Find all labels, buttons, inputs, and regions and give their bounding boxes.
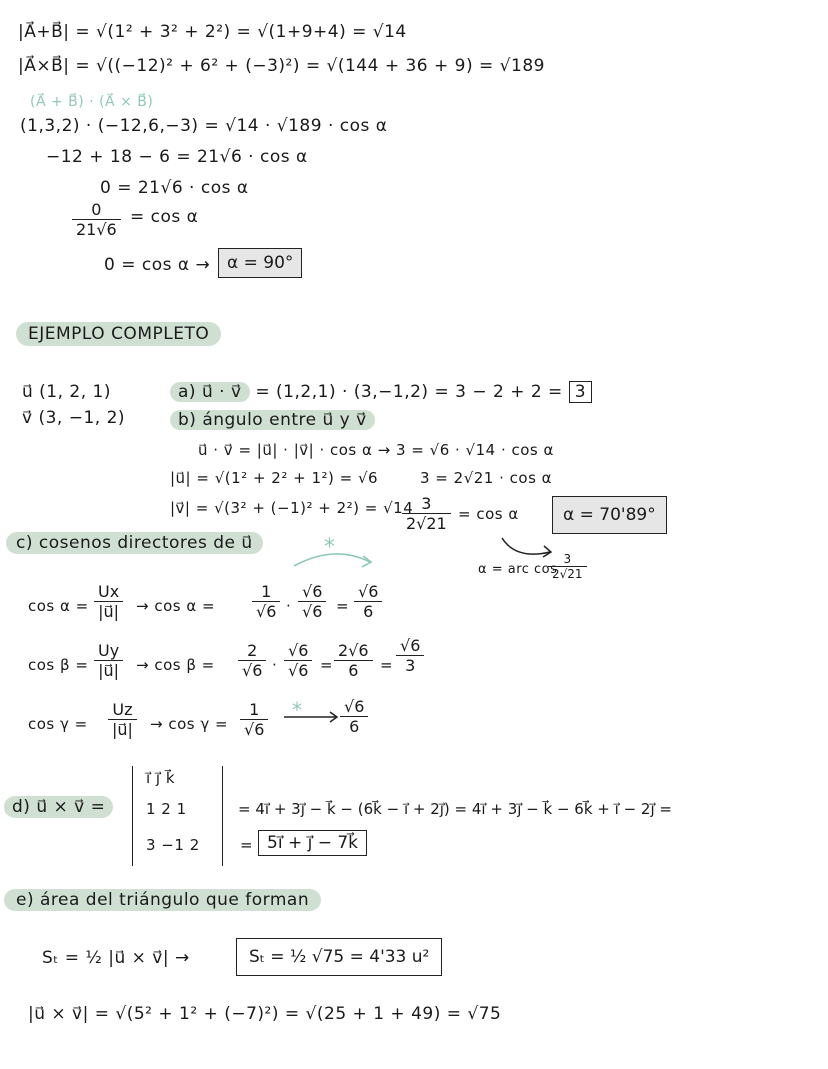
arc-cos-num: 3 [548,552,587,567]
dot-product-line: (1,3,2) · (−12,6,−3) = √14 · √189 · cos α [20,116,388,136]
cos-beta-f2-num: √6 [284,641,312,661]
cross-product-result-box: 5i⃗ + j⃗ − 7k⃗ [258,830,367,856]
cos-beta-dot: · [272,656,278,674]
cos-beta-def-den: |u⃗| [98,661,120,680]
part-b-mod-u: |u⃗| = √(1² + 2² + 1²) = √6 [170,469,379,487]
cos-beta-eq1: = [320,656,334,674]
part-b-fraction-rhs: = cos α [458,505,519,523]
part-b-simplified: 3 = 2√21 · cos α [420,469,553,487]
cos-alpha-f2 [298,582,326,621]
cos-gamma-f1-num: 1 [240,700,268,720]
cos-alpha-def-num: Ux [94,582,123,602]
cos-alpha-result-num: √6 [354,582,382,602]
cos-alpha-f1 [252,582,280,621]
part-e-label: e) área del triángulo que forman [4,889,321,911]
vector-v: v⃗ (3, −1, 2) [22,408,126,428]
vector-u: u⃗ (1, 2, 1) [22,382,112,402]
cos-beta-f1-num: 2 [238,641,266,661]
cos-beta-r2-num: √6 [396,636,424,656]
cos-gamma-def-den: |u⃗| [112,720,133,739]
cos-beta-f1 [238,641,266,680]
cos-beta-r1-num: 2√6 [334,641,373,661]
area-formula: Sₜ = ½ |u⃗ × v⃗| → [42,948,190,968]
determinant-row-1: i⃗ j⃗ k⃗ [146,769,176,787]
dot-product-simplify: −12 + 18 − 6 = 21√6 · cos α [46,147,308,167]
arc-cos-label: α = arc cos [478,562,558,577]
cos-alpha-result-den: 6 [363,602,374,621]
cos-beta-r2-den: 3 [405,656,416,675]
determinant-right-bar [222,766,223,866]
part-a-expression: = (1,2,1) · (3,−1,2) = 3 − 2 + 2 = [255,382,563,402]
cos-beta-def [94,641,123,680]
cos-alpha-f2-den: √6 [302,602,323,621]
cos-beta-r2 [396,636,424,675]
cos-beta-def-num: Uy [94,641,123,661]
part-c-label: c) cosenos directores de u⃗ [6,532,263,554]
cross-product-expansion: = 4i⃗ + 3j⃗ − k⃗ − (6k⃗ − i⃗ + 2j⃗) = 4i⃗ + 3j⃗ − k⃗ − 6k⃗ + i⃗ − 2j⃗ = [238,800,672,818]
part-a-result: 3 [569,381,592,403]
cos-zero-line: 0 = cos α → [104,255,211,275]
part-b-label: b) ángulo entre u⃗ y v⃗ [170,410,375,430]
part-a-line [170,382,592,402]
cos-beta-r1-den: 6 [348,661,359,680]
cos-beta-f2-den: √6 [288,661,309,680]
part-d-label: d) u⃗ × v⃗ = [4,796,113,818]
zero-fraction-den: 21√6 [76,220,117,239]
cos-gamma-f1 [240,700,268,739]
cos-alpha-def [94,582,123,621]
cos-beta-lhs: cos β = [28,656,89,674]
part-a-label: a) u⃗ · v⃗ [170,382,250,402]
determinant-left-bar [132,766,133,866]
zero-fraction-num: 0 [72,200,121,220]
cos-alpha-lhs: cos α = [28,597,89,615]
angle-result-box: α = 90° [218,248,302,278]
cos-beta-f2 [284,641,312,680]
part-b-fraction-den: 2√21 [406,514,447,533]
part-b-formula: u⃗ · v⃗ = |u⃗| · |v⃗| · cos α → 3 = √6 · √14 · cos α [198,441,554,459]
cross-product-eq: = [240,836,254,854]
zero-fraction-rhs: = cos α [130,207,199,227]
part-b-fraction-num: 3 [402,494,451,514]
cos-gamma-def-num: Uz [108,700,137,720]
cos-alpha-eq: = [336,597,350,615]
cos-gamma-f1-den: √6 [244,720,265,739]
determinant-row-2: 1 2 1 [146,800,187,818]
example-title: EJEMPLO COMPLETO [16,322,221,346]
part-c-curved-arrow-icon [290,546,380,572]
part-b-fraction [402,494,451,533]
cos-alpha-f2-num: √6 [298,582,326,602]
cos-alpha-def-den: |u⃗| [98,602,120,621]
cos-gamma-result [340,697,368,736]
part-b-heading [170,410,375,430]
cos-alpha-f1-num: 1 [252,582,280,602]
cos-beta-eq2: = [380,656,394,674]
cos-gamma-result-den: 6 [349,717,360,736]
modulus-cross-line: |A⃗×B⃗| = √((−12)² + 6² + (−3)²) = √(144 + 36 + 9) = √189 [18,56,545,76]
modulus-sum-line: |A⃗+B⃗| = √(1² + 3² + 2²) = √(1+9+4) = √14 [18,22,407,42]
part-c-star-icon: * [324,535,336,560]
cos-gamma-arrow-icon [282,710,342,724]
cos-beta-f1-den: √6 [242,661,263,680]
cos-alpha-dot: · [286,597,292,615]
zero-fraction [72,200,121,239]
cos-alpha-result [354,582,382,621]
cos-beta-r1 [334,641,373,680]
cross-modulus-line: |u⃗ × v⃗| = √(5² + 1² + (−7)²) = √(25 + 1 + 49) = √75 [28,1004,502,1024]
dot-product-note: (A⃗ + B⃗) · (A⃗ × B⃗) [30,94,154,110]
cos-gamma-result-num: √6 [340,697,368,717]
area-result-box: Sₜ = ½ √75 = 4'33 u² [236,938,442,976]
cos-gamma-lhs: cos γ = [28,715,88,733]
zero-equation: 0 = 21√6 · cos α [100,178,249,198]
cos-gamma-star-icon: * [292,698,303,722]
arc-cos-den: 2√21 [552,567,583,581]
cos-gamma-def [108,700,137,739]
part-b-mod-v: |v⃗| = √(3² + (−1)² + 2²) = √14 [170,499,414,517]
cos-alpha-mid: → cos α = [136,597,216,615]
determinant-row-3: 3 −1 2 [146,836,200,854]
cos-gamma-mid: → cos γ = [150,715,229,733]
arc-cos-fraction [548,552,587,581]
cos-alpha-f1-den: √6 [256,602,277,621]
cos-beta-mid: → cos β = [136,656,215,674]
part-b-result-box: α = 70'89° [552,496,667,534]
